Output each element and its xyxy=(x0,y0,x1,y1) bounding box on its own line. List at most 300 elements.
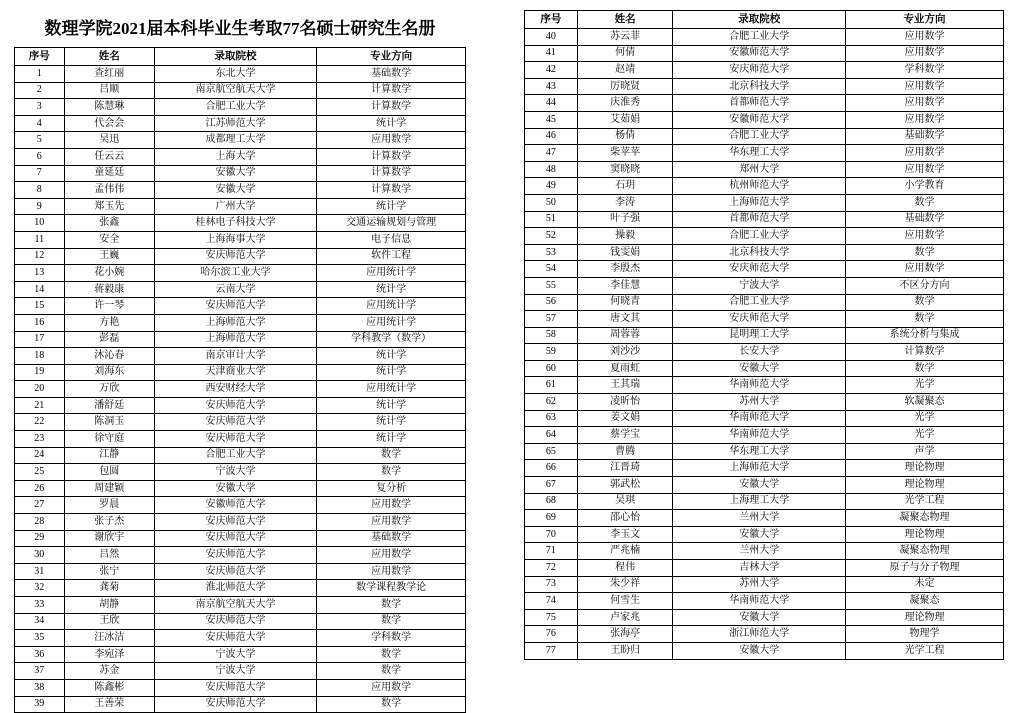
cell-no: 71 xyxy=(525,543,578,560)
cell-name: 安全 xyxy=(64,231,154,248)
table-row xyxy=(525,45,1004,62)
table-row xyxy=(525,62,1004,79)
cell-name: 邵心怡 xyxy=(577,510,673,527)
cell-school: 成都理工大学 xyxy=(154,132,316,149)
table-row xyxy=(15,348,466,365)
cell-major: 数学 xyxy=(317,447,466,464)
cell-school: 苏州大学 xyxy=(673,394,845,411)
cell-school: 上海师范大学 xyxy=(154,314,316,331)
table-row xyxy=(15,82,466,99)
cell-no: 9 xyxy=(15,198,65,215)
cell-school: 哈尔滨工业大学 xyxy=(154,265,316,282)
cell-major: 光学 xyxy=(845,410,1003,427)
table-row xyxy=(15,281,466,298)
cell-major: 基础数学 xyxy=(845,128,1003,145)
cell-no: 7 xyxy=(15,165,65,182)
cell-no: 69 xyxy=(525,510,578,527)
table-row xyxy=(15,248,466,265)
table-row xyxy=(525,228,1004,245)
cell-no: 8 xyxy=(15,182,65,199)
cell-no: 49 xyxy=(525,178,578,195)
cell-no: 57 xyxy=(525,311,578,328)
column-header-school: 录取院校 xyxy=(154,48,316,66)
cell-school: 华南师范大学 xyxy=(673,410,845,427)
cell-no: 30 xyxy=(15,547,65,564)
cell-school: 宁波大学 xyxy=(154,464,316,481)
cell-no: 48 xyxy=(525,161,578,178)
cell-no: 17 xyxy=(15,331,65,348)
cell-school: 首都师范大学 xyxy=(673,211,845,228)
cell-name: 张子杰 xyxy=(64,514,154,531)
cell-no: 47 xyxy=(525,145,578,162)
cell-no: 34 xyxy=(15,613,65,630)
cell-no: 50 xyxy=(525,194,578,211)
table-row xyxy=(15,696,466,713)
cell-name: 苏金 xyxy=(64,663,154,680)
table-row xyxy=(525,394,1004,411)
cell-school: 上海师范大学 xyxy=(673,194,845,211)
cell-name: 厉晓贤 xyxy=(577,78,673,95)
cell-major: 应用数学 xyxy=(845,228,1003,245)
table-row xyxy=(15,580,466,597)
cell-school: 西安财经大学 xyxy=(154,381,316,398)
cell-major: 光学 xyxy=(845,427,1003,444)
cell-major: 学科数学 xyxy=(317,630,466,647)
cell-school: 安徽大学 xyxy=(673,526,845,543)
cell-name: 李玉文 xyxy=(577,526,673,543)
cell-school: 安庆师范大学 xyxy=(154,630,316,647)
cell-no: 43 xyxy=(525,78,578,95)
cell-school: 北京科技大学 xyxy=(673,244,845,261)
cell-no: 10 xyxy=(15,215,65,232)
cell-no: 18 xyxy=(15,348,65,365)
cell-major: 应用统计学 xyxy=(317,381,466,398)
table-head-left xyxy=(15,48,466,66)
cell-school: 安徽大学 xyxy=(154,182,316,199)
table-row xyxy=(15,630,466,647)
cell-no: 46 xyxy=(525,128,578,145)
cell-name: 蔡学宝 xyxy=(577,427,673,444)
cell-no: 77 xyxy=(525,642,578,659)
cell-name: 吕然 xyxy=(64,547,154,564)
cell-school: 安徽大学 xyxy=(154,480,316,497)
cell-school: 合肥工业大学 xyxy=(673,128,845,145)
column-header-name: 姓名 xyxy=(64,48,154,66)
table-row xyxy=(525,626,1004,643)
table-header-row xyxy=(525,11,1004,29)
cell-school: 安徽大学 xyxy=(673,477,845,494)
cell-school: 南京航空航天大学 xyxy=(154,82,316,99)
roster-table-right xyxy=(524,10,1004,660)
table-row xyxy=(15,182,466,199)
cell-name: 李宛泽 xyxy=(64,646,154,663)
cell-major: 应用数学 xyxy=(317,679,466,696)
cell-name: 许一琴 xyxy=(64,298,154,315)
cell-school: 上海理工大学 xyxy=(673,493,845,510)
cell-major: 理论物理 xyxy=(845,609,1003,626)
page-title: 数理学院2021届本科毕业生考取77名硕士研究生名册 xyxy=(44,19,436,38)
cell-major: 未定 xyxy=(845,576,1003,593)
cell-name: 夏雨虹 xyxy=(577,360,673,377)
cell-major: 应用数学 xyxy=(845,95,1003,112)
cell-school: 安庆师范大学 xyxy=(154,530,316,547)
cell-major: 应用数学 xyxy=(845,145,1003,162)
cell-school: 宁波大学 xyxy=(154,646,316,663)
cell-school: 安庆师范大学 xyxy=(673,62,845,79)
cell-no: 58 xyxy=(525,327,578,344)
cell-no: 14 xyxy=(15,281,65,298)
cell-school: 郑州大学 xyxy=(673,161,845,178)
cell-name: 花小婉 xyxy=(64,265,154,282)
table-row xyxy=(15,165,466,182)
cell-name: 凌昕怡 xyxy=(577,394,673,411)
table-row xyxy=(15,663,466,680)
cell-major: 数学 xyxy=(845,311,1003,328)
cell-name: 唐文其 xyxy=(577,311,673,328)
cell-major: 学科数学 xyxy=(845,62,1003,79)
table-row xyxy=(15,381,466,398)
cell-school: 安庆师范大学 xyxy=(154,248,316,265)
cell-major: 应用数学 xyxy=(845,45,1003,62)
cell-no: 53 xyxy=(525,244,578,261)
cell-name: 何倩 xyxy=(577,45,673,62)
cell-name: 卢家兆 xyxy=(577,609,673,626)
cell-name: 龚菊 xyxy=(64,580,154,597)
table-row xyxy=(525,178,1004,195)
cell-no: 29 xyxy=(15,530,65,547)
cell-major: 理论物理 xyxy=(845,526,1003,543)
cell-name: 操毅 xyxy=(577,228,673,245)
cell-school: 广州大学 xyxy=(154,198,316,215)
cell-school: 上海师范大学 xyxy=(154,331,316,348)
table-header-row xyxy=(15,48,466,66)
table-row xyxy=(15,563,466,580)
table-row xyxy=(525,526,1004,543)
cell-school: 上海师范大学 xyxy=(673,460,845,477)
cell-name: 王欣 xyxy=(64,613,154,630)
cell-major: 不区分方向 xyxy=(845,277,1003,294)
cell-name: 罗晨 xyxy=(64,497,154,514)
table-row xyxy=(525,460,1004,477)
column-header-school: 录取院校 xyxy=(673,11,845,29)
table-row xyxy=(15,679,466,696)
cell-no: 33 xyxy=(15,597,65,614)
cell-school: 宁波大学 xyxy=(154,663,316,680)
cell-school: 安徽大学 xyxy=(673,360,845,377)
cell-school: 安庆师范大学 xyxy=(154,696,316,713)
table-row xyxy=(15,397,466,414)
cell-name: 童延廷 xyxy=(64,165,154,182)
column-header-no: 序号 xyxy=(15,48,65,66)
cell-major: 电子信息 xyxy=(317,231,466,248)
cell-no: 32 xyxy=(15,580,65,597)
cell-name: 吴琪 xyxy=(577,493,673,510)
cell-school: 合肥工业大学 xyxy=(154,447,316,464)
cell-major: 数学 xyxy=(317,646,466,663)
table-row xyxy=(525,327,1004,344)
cell-name: 李涛 xyxy=(577,194,673,211)
right-column xyxy=(524,10,1004,692)
table-row xyxy=(15,115,466,132)
table-row xyxy=(525,294,1004,311)
cell-school: 合肥工业大学 xyxy=(673,294,845,311)
cell-major: 数学 xyxy=(845,194,1003,211)
left-column xyxy=(14,10,466,710)
cell-major: 统计学 xyxy=(317,364,466,381)
cell-name: 查红丽 xyxy=(64,66,154,83)
cell-major: 数学 xyxy=(317,663,466,680)
cell-major: 数学 xyxy=(845,360,1003,377)
table-row xyxy=(525,443,1004,460)
cell-name: 李殷杰 xyxy=(577,261,673,278)
cell-no: 72 xyxy=(525,560,578,577)
cell-name: 王善荣 xyxy=(64,696,154,713)
cell-school: 苏州大学 xyxy=(673,576,845,593)
cell-name: 何雪生 xyxy=(577,593,673,610)
cell-major: 数学 xyxy=(317,613,466,630)
table-row xyxy=(525,78,1004,95)
cell-name: 何晓青 xyxy=(577,294,673,311)
cell-school: 安徽师范大学 xyxy=(673,45,845,62)
cell-name: 刘沙沙 xyxy=(577,344,673,361)
cell-major: 光学工程 xyxy=(845,493,1003,510)
table-row xyxy=(15,613,466,630)
cell-school: 安庆师范大学 xyxy=(154,547,316,564)
cell-no: 27 xyxy=(15,497,65,514)
cell-name: 万欣 xyxy=(64,381,154,398)
cell-no: 36 xyxy=(15,646,65,663)
cell-no: 19 xyxy=(15,364,65,381)
cell-school: 安庆师范大学 xyxy=(154,397,316,414)
table-row xyxy=(15,331,466,348)
cell-major: 理论物理 xyxy=(845,460,1003,477)
cell-major: 光学工程 xyxy=(845,642,1003,659)
table-row xyxy=(15,464,466,481)
cell-major: 软件工程 xyxy=(317,248,466,265)
table-row xyxy=(525,609,1004,626)
cell-no: 66 xyxy=(525,460,578,477)
table-row xyxy=(15,66,466,83)
cell-no: 44 xyxy=(525,95,578,112)
cell-name: 张宁 xyxy=(64,563,154,580)
cell-no: 76 xyxy=(525,626,578,643)
cell-no: 6 xyxy=(15,148,65,165)
cell-no: 24 xyxy=(15,447,65,464)
table-row xyxy=(15,547,466,564)
cell-name: 姜文娟 xyxy=(577,410,673,427)
cell-major: 数学 xyxy=(845,294,1003,311)
cell-major: 应用数学 xyxy=(317,563,466,580)
cell-name: 石玥 xyxy=(577,178,673,195)
cell-school: 华南师范大学 xyxy=(673,593,845,610)
cell-major: 基础数学 xyxy=(845,211,1003,228)
cell-name: 孟伟伟 xyxy=(64,182,154,199)
cell-school: 吉林大学 xyxy=(673,560,845,577)
cell-no: 65 xyxy=(525,443,578,460)
cell-major: 数学 xyxy=(317,464,466,481)
cell-name: 江静 xyxy=(64,447,154,464)
table-row xyxy=(525,194,1004,211)
table-head-right xyxy=(525,11,1004,29)
cell-no: 52 xyxy=(525,228,578,245)
cell-no: 42 xyxy=(525,62,578,79)
table-row xyxy=(525,410,1004,427)
cell-major: 物理学 xyxy=(845,626,1003,643)
cell-major: 应用统计学 xyxy=(317,314,466,331)
cell-name: 吕顺 xyxy=(64,82,154,99)
cell-no: 55 xyxy=(525,277,578,294)
cell-name: 陈洞玉 xyxy=(64,414,154,431)
table-row xyxy=(15,597,466,614)
table-row xyxy=(15,414,466,431)
cell-name: 潘舒廷 xyxy=(64,397,154,414)
cell-no: 2 xyxy=(15,82,65,99)
cell-major: 基础数学 xyxy=(317,66,466,83)
cell-major: 凝聚态物理 xyxy=(845,543,1003,560)
table-row xyxy=(525,344,1004,361)
cell-school: 桂林电子科技大学 xyxy=(154,215,316,232)
table-row xyxy=(525,128,1004,145)
column-header-name: 姓名 xyxy=(577,11,673,29)
cell-no: 22 xyxy=(15,414,65,431)
cell-major: 系统分析与集成 xyxy=(845,327,1003,344)
table-row xyxy=(525,576,1004,593)
cell-name: 李佳慧 xyxy=(577,277,673,294)
cell-name: 陈慧琳 xyxy=(64,99,154,116)
cell-no: 5 xyxy=(15,132,65,149)
cell-name: 谢欣宇 xyxy=(64,530,154,547)
cell-no: 39 xyxy=(15,696,65,713)
cell-major: 应用数学 xyxy=(845,78,1003,95)
cell-no: 21 xyxy=(15,397,65,414)
cell-school: 安庆师范大学 xyxy=(154,298,316,315)
cell-school: 安庆师范大学 xyxy=(154,414,316,431)
table-row xyxy=(525,510,1004,527)
cell-no: 12 xyxy=(15,248,65,265)
cell-no: 1 xyxy=(15,66,65,83)
table-row xyxy=(525,593,1004,610)
cell-major: 学科教学（数学） xyxy=(317,331,466,348)
cell-major: 理论物理 xyxy=(845,477,1003,494)
roster-table-left xyxy=(14,47,466,713)
cell-school: 安徽师范大学 xyxy=(154,497,316,514)
cell-school: 上海大学 xyxy=(154,148,316,165)
cell-major: 凝聚态 xyxy=(845,593,1003,610)
cell-no: 4 xyxy=(15,115,65,132)
cell-major: 应用统计学 xyxy=(317,298,466,315)
cell-name: 方艳 xyxy=(64,314,154,331)
cell-no: 25 xyxy=(15,464,65,481)
cell-major: 计算数学 xyxy=(317,99,466,116)
cell-name: 任云云 xyxy=(64,148,154,165)
cell-school: 浙江师范大学 xyxy=(673,626,845,643)
cell-school: 上海海事大学 xyxy=(154,231,316,248)
cell-major: 统计学 xyxy=(317,281,466,298)
cell-school: 安徽大学 xyxy=(673,609,845,626)
cell-school: 云南大学 xyxy=(154,281,316,298)
cell-school: 合肥工业大学 xyxy=(673,29,845,46)
cell-major: 计算数学 xyxy=(317,82,466,99)
cell-school: 华南师范大学 xyxy=(673,377,845,394)
table-row xyxy=(525,211,1004,228)
cell-name: 王巍 xyxy=(64,248,154,265)
cell-school: 安庆师范大学 xyxy=(154,563,316,580)
cell-name: 杨倩 xyxy=(577,128,673,145)
cell-name: 蒋毅康 xyxy=(64,281,154,298)
cell-no: 63 xyxy=(525,410,578,427)
cell-no: 45 xyxy=(525,111,578,128)
cell-name: 曹腾 xyxy=(577,443,673,460)
cell-name: 沐沁春 xyxy=(64,348,154,365)
cell-major: 复分析 xyxy=(317,480,466,497)
cell-name: 张海亭 xyxy=(577,626,673,643)
cell-school: 华东理工大学 xyxy=(673,443,845,460)
table-body-right xyxy=(525,29,1004,660)
cell-no: 16 xyxy=(15,314,65,331)
cell-no: 3 xyxy=(15,99,65,116)
cell-major: 计算数学 xyxy=(845,344,1003,361)
table-row xyxy=(525,493,1004,510)
cell-school: 北京科技大学 xyxy=(673,78,845,95)
table-row xyxy=(525,244,1004,261)
cell-no: 64 xyxy=(525,427,578,444)
cell-major: 数学课程教学论 xyxy=(317,580,466,597)
table-row xyxy=(15,132,466,149)
cell-no: 23 xyxy=(15,431,65,448)
cell-major: 基础数学 xyxy=(317,530,466,547)
cell-name: 代会会 xyxy=(64,115,154,132)
table-row xyxy=(525,360,1004,377)
cell-major: 应用数学 xyxy=(845,261,1003,278)
cell-major: 光学 xyxy=(845,377,1003,394)
cell-name: 郭武松 xyxy=(577,477,673,494)
cell-no: 35 xyxy=(15,630,65,647)
table-row xyxy=(15,364,466,381)
table-row xyxy=(525,377,1004,394)
cell-major: 应用数学 xyxy=(845,111,1003,128)
table-row xyxy=(15,497,466,514)
table-row xyxy=(15,298,466,315)
cell-major: 应用数学 xyxy=(317,132,466,149)
table-row xyxy=(15,514,466,531)
cell-school: 天津商业大学 xyxy=(154,364,316,381)
cell-major: 交通运输规划与管理 xyxy=(317,215,466,232)
cell-name: 郑玉先 xyxy=(64,198,154,215)
cell-major: 应用数学 xyxy=(317,547,466,564)
cell-school: 淮北师范大学 xyxy=(154,580,316,597)
cell-name: 徐守庭 xyxy=(64,431,154,448)
table-row xyxy=(525,311,1004,328)
table-row xyxy=(15,314,466,331)
table-row xyxy=(525,29,1004,46)
cell-name: 严兆楠 xyxy=(577,543,673,560)
cell-school: 兰州大学 xyxy=(673,510,845,527)
cell-school: 合肥工业大学 xyxy=(154,99,316,116)
cell-major: 小学教育 xyxy=(845,178,1003,195)
cell-major: 统计学 xyxy=(317,115,466,132)
cell-school: 兰州大学 xyxy=(673,543,845,560)
cell-name: 陈鑫彬 xyxy=(64,679,154,696)
cell-school: 东北大学 xyxy=(154,66,316,83)
cell-major: 数学 xyxy=(317,597,466,614)
column-header-major: 专业方向 xyxy=(845,11,1003,29)
table-row xyxy=(525,111,1004,128)
cell-major: 声学 xyxy=(845,443,1003,460)
cell-school: 安徽师范大学 xyxy=(673,111,845,128)
cell-no: 75 xyxy=(525,609,578,626)
table-row xyxy=(15,198,466,215)
cell-name: 吴迅 xyxy=(64,132,154,149)
